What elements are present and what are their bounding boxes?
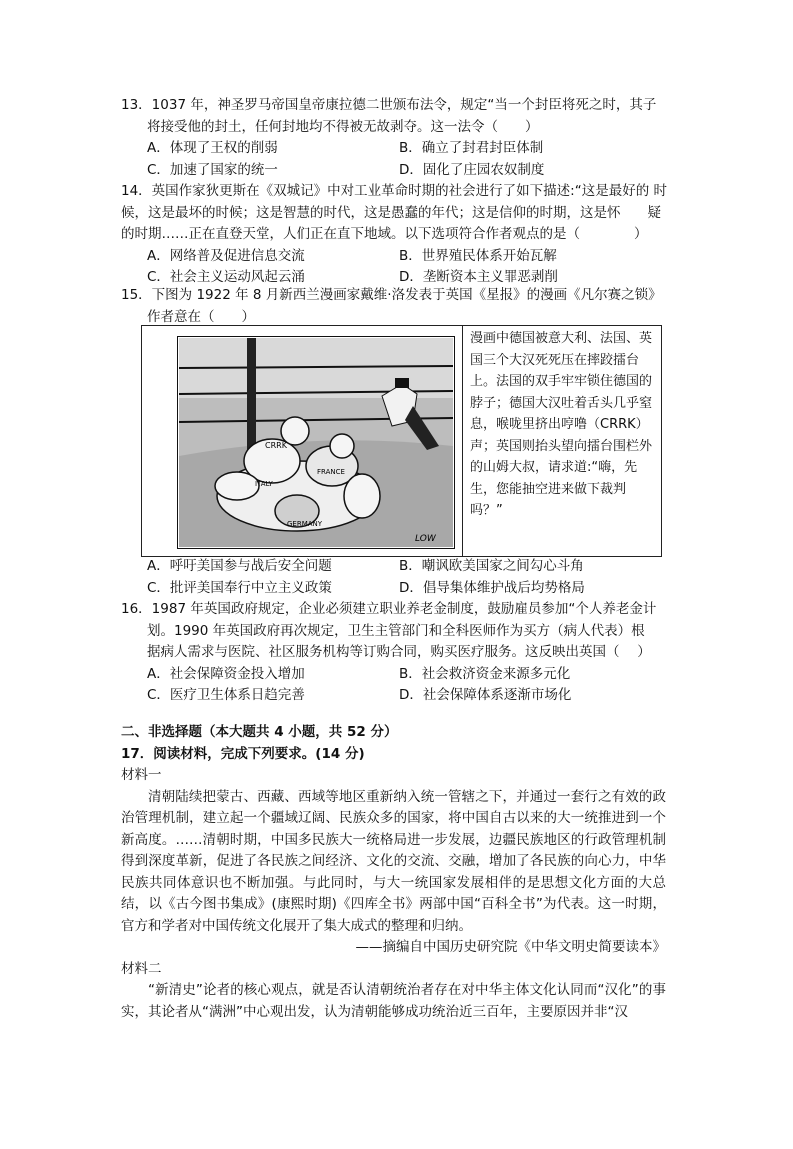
question-13 bbox=[121, 95, 681, 181]
q16-option-d[interactable]: D．社会保障体系逐渐市场化 bbox=[399, 687, 572, 703]
q14-option-b[interactable]: B．世界殖民体系开始瓦解 bbox=[399, 247, 557, 264]
q13-options bbox=[121, 138, 681, 181]
q13-option-c[interactable]: C．加速了国家的统一 bbox=[147, 161, 278, 178]
material-block bbox=[121, 765, 666, 1023]
q13-option-d[interactable]: D．固化了庄园农奴制度 bbox=[399, 161, 545, 178]
q13-stem-line2: 将接受他的封土，任何封地均不得被无故剥夺。这一法令（ ） bbox=[147, 118, 539, 135]
q16-option-a[interactable]: A．社会保障资金投入增加 bbox=[147, 665, 305, 682]
q14-options bbox=[121, 246, 681, 289]
cartoon-divider bbox=[462, 326, 463, 556]
question-15 bbox=[121, 285, 681, 328]
q14-stem-line1: 14．英国作家狄更斯在《双城记》中对工业革命时期的社会进行了如下描述:“这是最好的 时 bbox=[121, 183, 668, 199]
q16-option-c[interactable]: C．医疗卫生体系日趋完善 bbox=[147, 687, 305, 703]
q16-options bbox=[121, 664, 681, 707]
q15-option-d[interactable]: D．倡导集体维护战后均势格局 bbox=[399, 579, 585, 596]
cartoon-caption: 漫画中德国被意大利、法国、英国三个大汉死死压在摔跤擂台上。法国的双手牢牢锁住德国的脖子；德国大汉吐着舌头几乎窒息，喉咙里挤出哼噜（CRRK）声；英国则抬头望向擂台围栏外的山姆大叔，请求道:“嗨，先生，您能抽空进来做下裁判吗？” bbox=[470, 331, 653, 518]
question-15-options bbox=[121, 556, 681, 599]
question-14 bbox=[121, 181, 681, 289]
q14-option-d[interactable]: D．垄断资本主义罪恶剥削 bbox=[399, 269, 558, 285]
q16-stem-line2: 划。1990 年英国政府再次规定，卫生主管部门和全科医师作为买方（病人代表）根 bbox=[147, 622, 645, 639]
versailles-lock-cartoon-image bbox=[177, 336, 455, 549]
q15-option-b[interactable]: B．嘲讽欧美国家之间勾心斗角 bbox=[399, 558, 584, 574]
material-1-text: 清朝陆续把蒙古、西藏、西域等地区重新纳入统一管辖之下，并通过一套行之有效的政治管理机制，建立起一个疆域辽阔、民族众多的国家，将中国自古以来的大一统推进到一个新高度。……清朝时期，中国多民族大一统格局进一步发展，边疆民族地区的行政管理机制得到深度革新，促进了各民族之间经济、文化的交流、交融，增加了各民族的向心力，中华民族共同体意识也不断加强。与此同时，与大一统国家发展相伴的是思想文化方面的大总结，以《古今图书集成》(康熙时期)《四库全书》两部中国“百科全书”为代表。这一时期，官方和学者对中国传统文化展开了集大成式的整理和归纳。 bbox=[121, 788, 666, 934]
material-1-label: 材料一 bbox=[121, 767, 162, 783]
q13-option-a[interactable]: A．体现了王权的削弱 bbox=[147, 140, 278, 156]
cartoon-label-germany: GERMANY bbox=[287, 520, 323, 528]
cartoon-label-italy: ITALY bbox=[255, 480, 273, 488]
q14-option-c[interactable]: C．社会主义运动风起云涌 bbox=[147, 269, 305, 285]
section-2 bbox=[121, 722, 681, 765]
q14-stem-line3: 的时期……正在直登天堂，人们正在直下地域。以下选项符合作者观点的是（ ） bbox=[121, 226, 648, 242]
question-16 bbox=[121, 599, 681, 707]
material-2-text: “新清史”论者的核心观点，就是否认清朝统治者存在对中华主体文化认同而“汉化”的事实，其论者从“满洲”中心观出发，认为清朝能够成功统治近三百年，主要原因并非“汉 bbox=[121, 982, 666, 1020]
q15-stem-line2: 作者意在（ ） bbox=[147, 308, 255, 325]
q16-option-b[interactable]: B．社会救济资金来源多元化 bbox=[399, 665, 571, 682]
q15-options bbox=[121, 556, 681, 599]
q13-option-b[interactable]: B．确立了封君封臣体制 bbox=[399, 140, 544, 156]
q14-stem-line2: 候，这是最坏的时候；这是智慧的时代，这是愚蠢的年代；这是信仰的时期，这是怀 疑 bbox=[121, 204, 661, 221]
q15-stem-line1: 15．下图为 1922 年 8 月新西兰漫画家戴维·洛发表于英国《星报》的漫画《凡尔赛之锁》 bbox=[121, 287, 662, 303]
question-17-title: 17．阅读材料，完成下列要求。(14 分) bbox=[121, 745, 365, 762]
material-1-source: ——摘编自中国历史研究院《中华文明史简要读本》 bbox=[355, 939, 666, 955]
q16-stem-line1: 16．1987 年英国政府规定，企业必须建立职业养老金制度，鼓励雇员参加“个人养老金计 bbox=[121, 601, 657, 617]
q13-stem-line1: 13．1037 年，神圣罗马帝国皇帝康拉德二世颁布法令，规定“当一个封臣将死之时，其子 bbox=[121, 97, 657, 113]
cartoon-signature: LOW bbox=[415, 534, 436, 544]
q15-option-c[interactable]: C．批评美国奉行中立主义政策 bbox=[147, 579, 332, 596]
cartoon-figure-box bbox=[141, 325, 662, 557]
cartoon-label-france: FRANCE bbox=[317, 468, 345, 476]
section-2-heading: 二、非选择题（本大题共 4 小题，共 52 分） bbox=[121, 724, 398, 740]
material-2-label: 材料二 bbox=[121, 960, 162, 977]
q16-stem-line3: 据病人需求与医院、社区服务机构等订购合同，购买医疗服务。这反映出英国（ ） bbox=[147, 644, 651, 660]
q14-option-a[interactable]: A．网络普及促进信息交流 bbox=[147, 247, 305, 264]
q15-option-a[interactable]: A．呼吁美国参与战后安全问题 bbox=[147, 558, 332, 574]
cartoon-label-crrk: CRRK bbox=[265, 441, 287, 450]
